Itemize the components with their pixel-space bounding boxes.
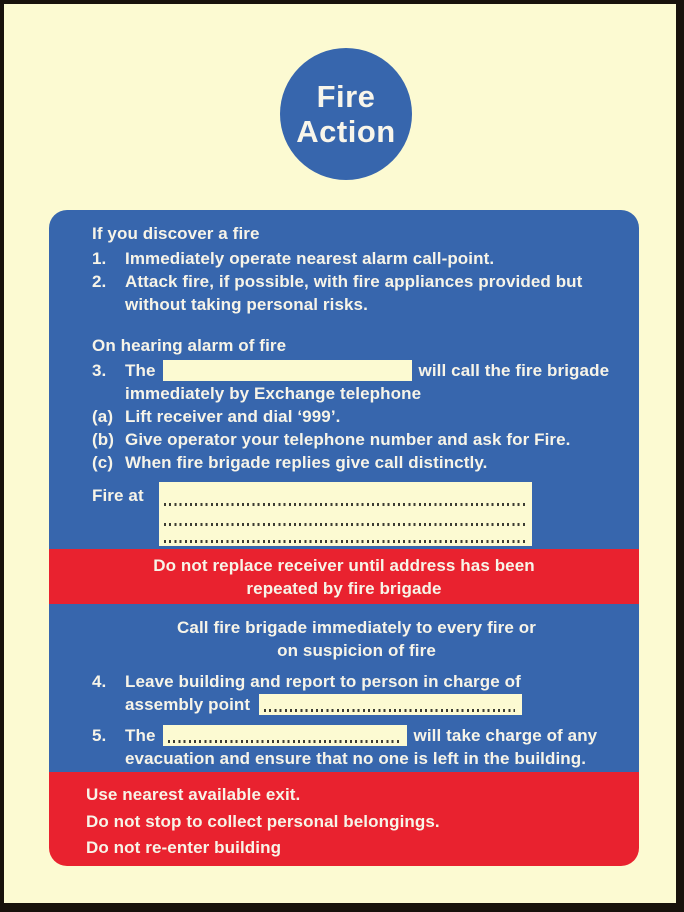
list-item-b	[92, 428, 621, 451]
item-c-text: When fire brigade replies give call distinctly.	[125, 453, 488, 472]
list-item-4	[92, 670, 621, 716]
warning-band-exit	[49, 772, 639, 866]
fire-at-fill-in-box	[159, 482, 532, 546]
fill-in-blank-evacuation-officer	[163, 725, 407, 746]
item-4-line2-text: assembly point	[125, 695, 251, 714]
receiver-warning-line1: Do not replace receiver until address has been	[153, 555, 535, 575]
hearing-heading: On hearing alarm of fire	[92, 336, 287, 355]
item-5-line2: evacuation and ensure that no one is left in the building.	[125, 749, 587, 768]
fill-in-blank-duty-person	[163, 360, 412, 381]
item-b-number: (b)	[92, 430, 115, 449]
receiver-warning-line2: repeated by fire brigade	[246, 578, 442, 598]
item-5-number: 5.	[92, 726, 107, 745]
call-brigade-notice	[92, 616, 621, 662]
section-evacuation	[49, 604, 639, 772]
item-1-text: Immediately operate nearest alarm call-point.	[125, 249, 495, 268]
item-3-line2: immediately by Exchange telephone	[125, 384, 422, 403]
dotted-line	[164, 523, 525, 526]
item-3-post: will call the fire brigade	[418, 361, 610, 380]
dotted-line	[164, 540, 525, 543]
item-2-number: 2.	[92, 272, 107, 291]
dotted-line	[164, 503, 525, 506]
instruction-panel	[49, 210, 639, 866]
item-3-pre: The	[125, 361, 156, 380]
item-3-number: 3.	[92, 361, 107, 380]
warning-band-receiver	[49, 549, 639, 604]
list-item-c	[92, 451, 621, 474]
item-5-post: will take charge of any	[413, 726, 598, 745]
item-4-number: 4.	[92, 672, 107, 691]
item-a-text: Lift receiver and dial ‘999’.	[125, 407, 341, 426]
badge-title-line1: Fire	[316, 78, 376, 114]
item-3-line1	[125, 359, 621, 382]
call-brigade-line1: Call fire brigade immediately to every fire or	[177, 618, 536, 637]
fire-at-block	[92, 482, 621, 546]
item-b-text: Give operator your telephone number and ask for Fire.	[125, 430, 571, 449]
list-item-2	[92, 270, 621, 316]
dotted-line	[168, 740, 400, 743]
spacer	[92, 316, 621, 334]
fire-action-badge	[280, 48, 412, 180]
call-brigade-line2: on suspicion of fire	[277, 641, 436, 660]
list-item-5	[92, 724, 621, 770]
exit-warning-line1: Use nearest available exit.	[86, 785, 301, 804]
spacer	[92, 716, 621, 724]
list-item-a	[92, 405, 621, 428]
item-1-number: 1.	[92, 249, 107, 268]
item-c-number: (c)	[92, 453, 114, 472]
list-item-1	[92, 247, 621, 270]
discover-heading: If you discover a fire	[92, 224, 260, 243]
fire-at-label: Fire at	[92, 486, 144, 505]
exit-warning-line3: Do not re-enter building	[86, 838, 282, 857]
item-5-pre: The	[125, 726, 156, 745]
item-a-number: (a)	[92, 407, 114, 426]
item-4-line1: Leave building and report to person in charge of	[125, 672, 521, 691]
section-discover-fire	[49, 210, 639, 549]
badge-title-line2: Action	[296, 114, 396, 149]
item-5-line1	[125, 724, 621, 747]
item-2-text: Attack fire, if possible, with fire appliances provided but without taking personal risks.	[125, 272, 583, 314]
dotted-line	[264, 709, 515, 712]
item-4-line2	[125, 693, 621, 716]
fill-in-blank-assembly-point	[259, 694, 522, 715]
list-item-3	[92, 359, 621, 405]
exit-warning-line2: Do not stop to collect personal belongings.	[86, 811, 440, 831]
spacer	[92, 662, 621, 670]
